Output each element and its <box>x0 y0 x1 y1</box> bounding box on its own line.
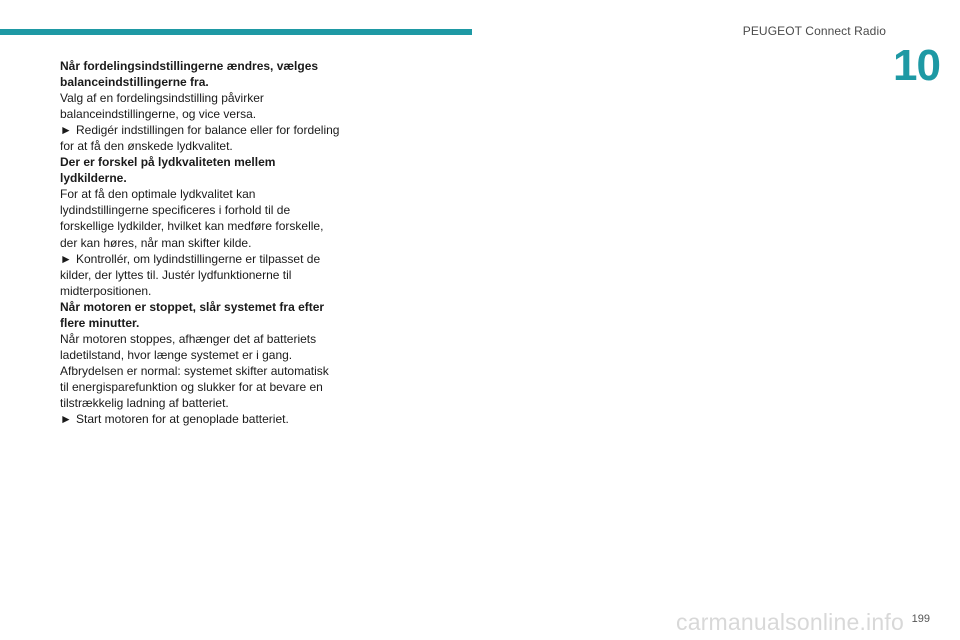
page-number: 199 <box>911 613 930 625</box>
arrow-bullet-icon: ► <box>60 251 72 266</box>
paragraph: Afbrydelsen er normal: systemet skifter automatisk til energisparefunktion og slukker for at bevare en tilstrækkelig ladning af batteriet. <box>60 363 329 410</box>
heading: Der er forskel på lydkvaliteten mellem lydkilderne. <box>60 155 276 186</box>
header-accent-bar <box>0 29 472 35</box>
watermark: carmanualsonline.info <box>676 609 904 635</box>
bullet-item <box>60 411 340 427</box>
paragraph: Når motoren stoppes, afhænger det af batteriets ladetilstand, hvor længe systemet er i gang. <box>60 331 317 362</box>
section-title: PEUGEOT Connect Radio <box>742 24 886 38</box>
bullet-item <box>60 251 340 299</box>
arrow-bullet-icon: ► <box>60 412 72 427</box>
chapter-number: 10 <box>893 41 940 90</box>
arrow-bullet-icon: ► <box>60 123 72 138</box>
heading: Når fordelingsindstillingerne ændres, vælges balanceindstillingerne fra. <box>60 59 319 90</box>
heading: Når motoren er stoppet, slår systemet fra efter flere minutter. <box>60 299 325 330</box>
paragraph: For at få den optimale lydkvalitet kan lydindstillingerne specificeres i forhold til de forskellige lydkilder, hvilket kan medføre forskelle, der kan høres, når man skifter kilde. <box>60 187 324 250</box>
bullet-text: Redigér indstillingen for balance eller for fordeling for at få den ønskede lydkvalitet. <box>60 123 340 154</box>
document-body <box>60 58 340 427</box>
bullet-text: Kontrollér, om lydindstillingerne er tilpasset de kilder, der lyttes til. Justér lydfunktionerne til midterpositionen. <box>60 251 321 298</box>
bullet-text: Start motoren for at genoplade batteriet. <box>76 412 289 427</box>
bullet-item <box>60 122 340 154</box>
paragraph: Valg af en fordelingsindstilling påvirker balanceindstillingerne, og vice versa. <box>60 91 264 122</box>
